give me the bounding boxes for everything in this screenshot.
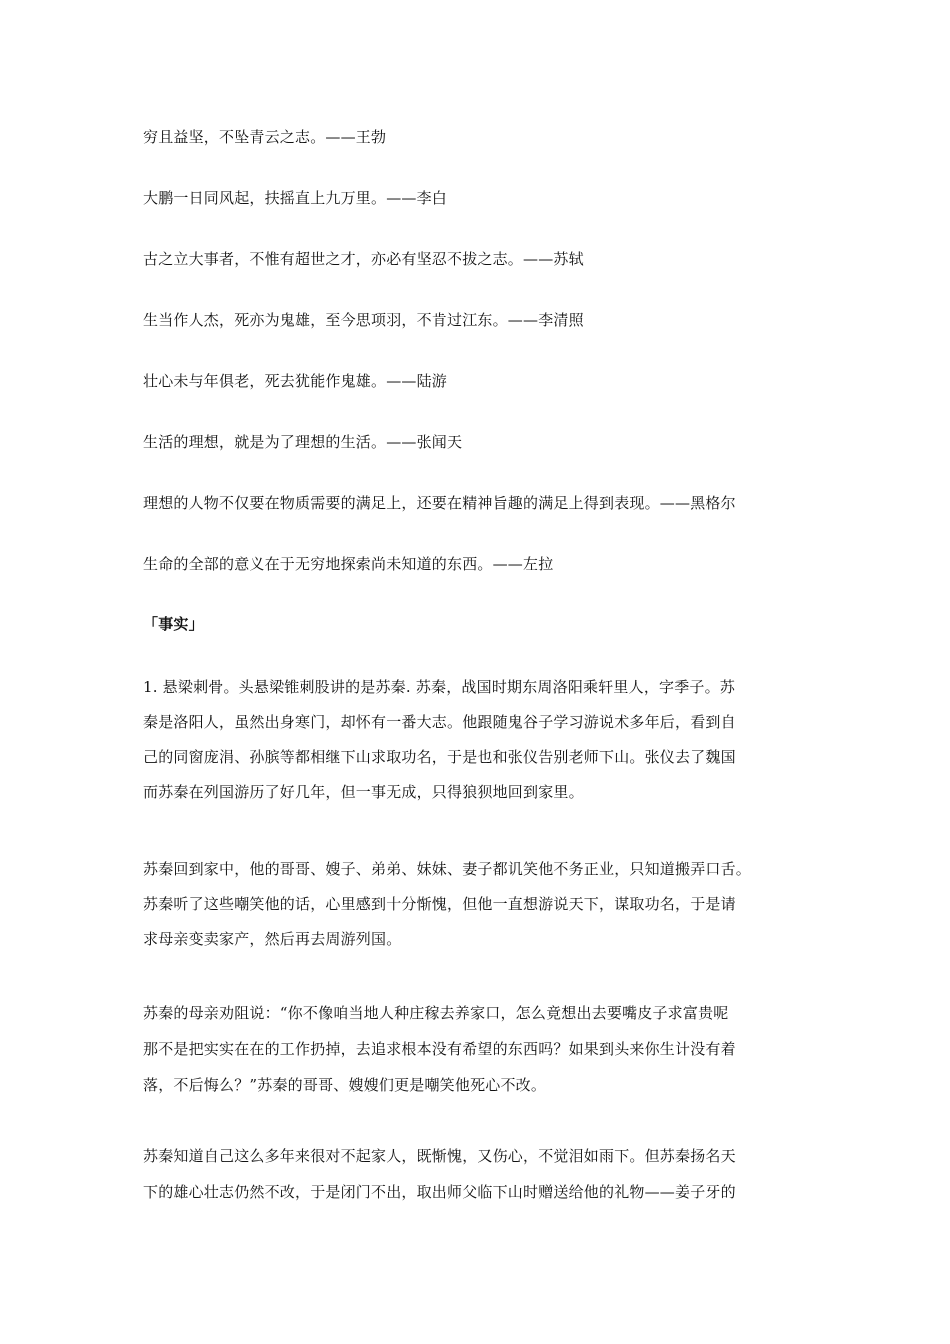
quote-line: 穷且益坚，不坠青云之志。——王勃 [143, 128, 387, 146]
paragraph-line: 苏秦听了这些嘲笑他的话，心里感到十分惭愧，但他一直想游说天下，谋取功名，于是请 [143, 895, 736, 913]
paragraph-line: 而苏秦在列国游历了好几年，但一事无成，只得狼狈地回到家里。 [143, 783, 584, 801]
paragraph-line: 苏秦知道自己这么多年来很对不起家人，既惭愧，又伤心，不觉泪如雨下。但苏秦扬名天 [143, 1147, 736, 1165]
paragraph-line: 落，不后悔么？”苏秦的哥哥、嫂嫂们更是嘲笑他死心不改。 [143, 1076, 547, 1094]
section-heading: 「事实」 [143, 615, 204, 633]
quote-line: 大鹏一日同风起，扶摇直上九万里。——李白 [143, 189, 448, 207]
paragraph-line: 苏秦的母亲劝阻说：“你不像咱当地人种庄稼去养家口，怎么竟想出去要嘴皮子求富贵呢 [143, 1004, 729, 1022]
paragraph-line: 那不是把实实在在的工作扔掉，去追求根本没有希望的东西吗？如果到头来你生计没有着 [143, 1040, 736, 1058]
paragraph-line: 求母亲变卖家产，然后再去周游列国。 [143, 930, 402, 948]
paragraph-line: 秦是洛阳人，虽然出身寒门，却怀有一番大志。他跟随鬼谷子学习游说术多年后，看到自 [143, 713, 736, 731]
quote-line: 古之立大事者，不惟有超世之才，亦必有坚忍不拔之志。——苏轼 [143, 250, 584, 268]
quote-line: 壮心未与年俱老，死去犹能作鬼雄。——陆游 [143, 372, 448, 390]
paragraph-line: 己的同窗庞涓、孙膑等都相继下山求取功名，于是也和张仪告别老师下山。张仪去了魏国 [143, 748, 736, 766]
quote-line: 生当作人杰，死亦为鬼雄，至今思项羽，不肯过江东。——李清照 [143, 311, 584, 329]
quote-line: 生活的理想，就是为了理想的生活。——张闻天 [143, 433, 463, 451]
quote-line: 理想的人物不仅要在物质需要的满足上，还要在精神旨趣的满足上得到表现。——黑格尔 [143, 494, 736, 512]
quote-line: 生命的全部的意义在于无穷地探索尚未知道的东西。——左拉 [143, 555, 554, 573]
paragraph-line: 1. 悬梁刺骨。头悬梁锥刺股讲的是苏秦. 苏秦，战国时期东周洛阳乘轩里人，字季子。苏 [143, 678, 736, 696]
paragraph-line: 苏秦回到家中，他的哥哥、嫂子、弟弟、妹妹、妻子都讥笑他不务正业，只知道搬弄口舌。 [143, 860, 752, 878]
paragraph-line: 下的雄心壮志仍然不改，于是闭门不出，取出师父临下山时赠送给他的礼物——姜子牙的 [143, 1183, 736, 1201]
